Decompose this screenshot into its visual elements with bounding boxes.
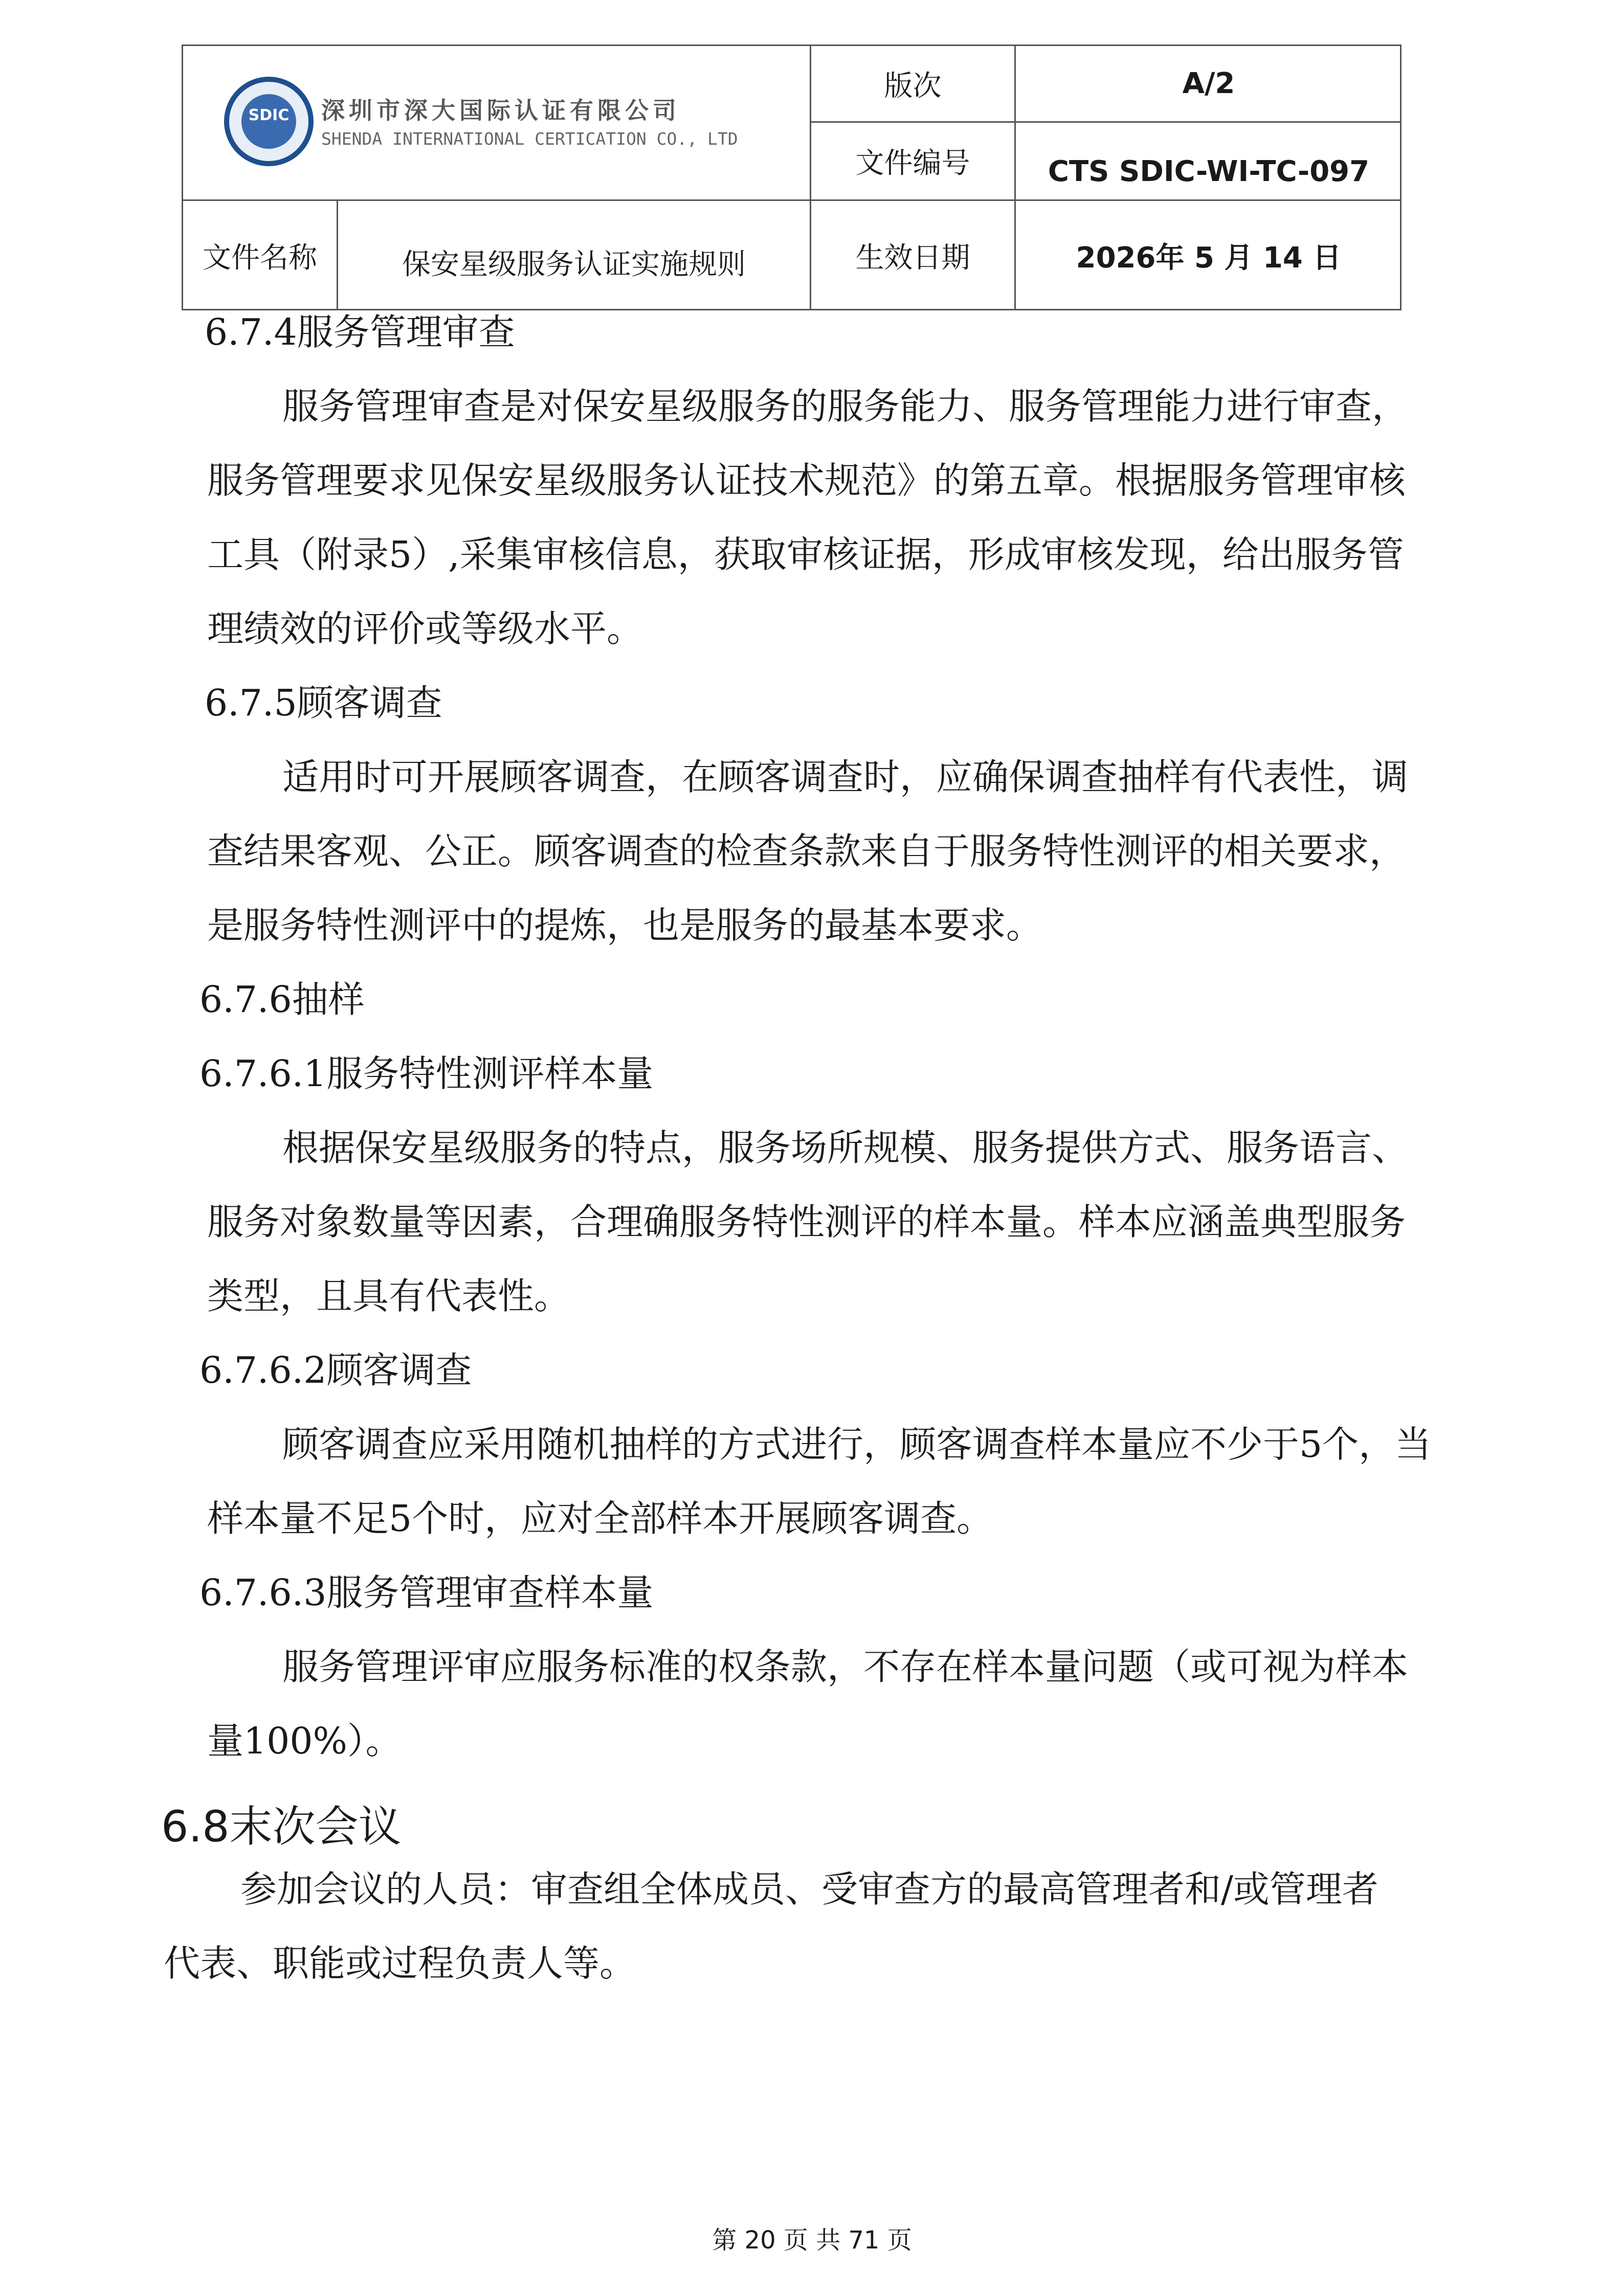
logo-text: SDIC — [248, 106, 290, 124]
docname-value: 保安星级服务认证实施规则 — [402, 247, 746, 281]
paragraph-line: 服务管理审查是对保安星级服务的服务能力、服务管理能力进行审查， — [282, 385, 1409, 427]
section-6-7-6-1-title: 6.7.6.1服务特性测评样本量 — [199, 1052, 654, 1095]
effective-date-value: 2026年 5 月 14 日 — [1076, 241, 1342, 275]
version-value: A/2 — [1182, 67, 1235, 100]
paragraph-line: 样本量不足5个时，应对全部样本开展顾客调查。 — [207, 1497, 993, 1540]
paragraph-line: 理绩效的评价或等级水平。 — [207, 607, 643, 650]
paragraph-line: 参加会议的人员：审查组全体成员、受审查方的最高管理者和/或管理者 — [240, 1868, 1378, 1910]
paragraph-line: 适用时可开展顾客调查，在顾客调查时，应确保调查抽样有代表性，调 — [282, 756, 1409, 798]
section-6-7-6-3-title: 6.7.6.3服务管理审查样本量 — [199, 1571, 654, 1614]
paragraph-line: 工具（附录5）,采集审核信息，获取审核证据，形成审核发现，给出服务管 — [207, 533, 1404, 576]
page-number: 第 20 页 共 71 页 — [712, 2226, 912, 2255]
paragraph-line: 服务对象数量等因素，合理确服务特性测评的样本量。样本应涵盖典型服务 — [207, 1201, 1406, 1243]
section-6-8-heading: 6.8末次会议 — [161, 1802, 402, 1852]
docno-label: 文件编号 — [855, 147, 970, 180]
paragraph-line: 服务管理评审应服务标准的权条款，不存在样本量问题（或可视为样本 — [282, 1646, 1409, 1688]
docname-label: 文件名称 — [203, 241, 317, 275]
paragraph-line: 是服务特性测评中的提炼，也是服务的最基本要求。 — [207, 904, 1043, 947]
company-name-cn: 深圳市深大国际认证有限公司 — [321, 97, 680, 124]
section-6-7-6-title: 6.7.6抽样 — [199, 978, 365, 1021]
section-6-7-4-title: 6.7.4服务管理审查 — [205, 311, 515, 353]
company-name-en: SHENDA INTERNATIONAL CERTICATION CO., LTD — [321, 129, 738, 149]
effective-date-label: 生效日期 — [855, 241, 970, 275]
document-header-table — [182, 44, 1401, 310]
paragraph-line: 量100%）。 — [207, 1720, 402, 1762]
paragraph-line: 类型，且具有代表性。 — [207, 1275, 571, 1317]
paragraph-line: 根据保安星级服务的特点，服务场所规模、服务提供方式、服务语言、 — [282, 1127, 1409, 1169]
company-logo — [224, 77, 787, 179]
section-6-7-5-title: 6.7.5顾客调查 — [205, 682, 442, 724]
paragraph-line: 查结果客观、公正。顾客调查的检查条款来自于服务特性测评的相关要求， — [207, 830, 1406, 872]
section-6-7-6-2-title: 6.7.6.2顾客调查 — [199, 1349, 472, 1391]
paragraph-line: 顾客调查应采用随机抽样的方式进行，顾客调查样本量应不少于5个，当 — [282, 1423, 1432, 1466]
paragraph-line: 代表、职能或过程负责人等。 — [164, 1942, 636, 1985]
version-label: 版次 — [884, 69, 942, 103]
paragraph-line: 服务管理要求见保安星级服务认证技术规范》的第五章。根据服务管理审核 — [207, 459, 1406, 502]
docno-value: CTS SDIC-WI-TC-097 — [1048, 154, 1370, 188]
